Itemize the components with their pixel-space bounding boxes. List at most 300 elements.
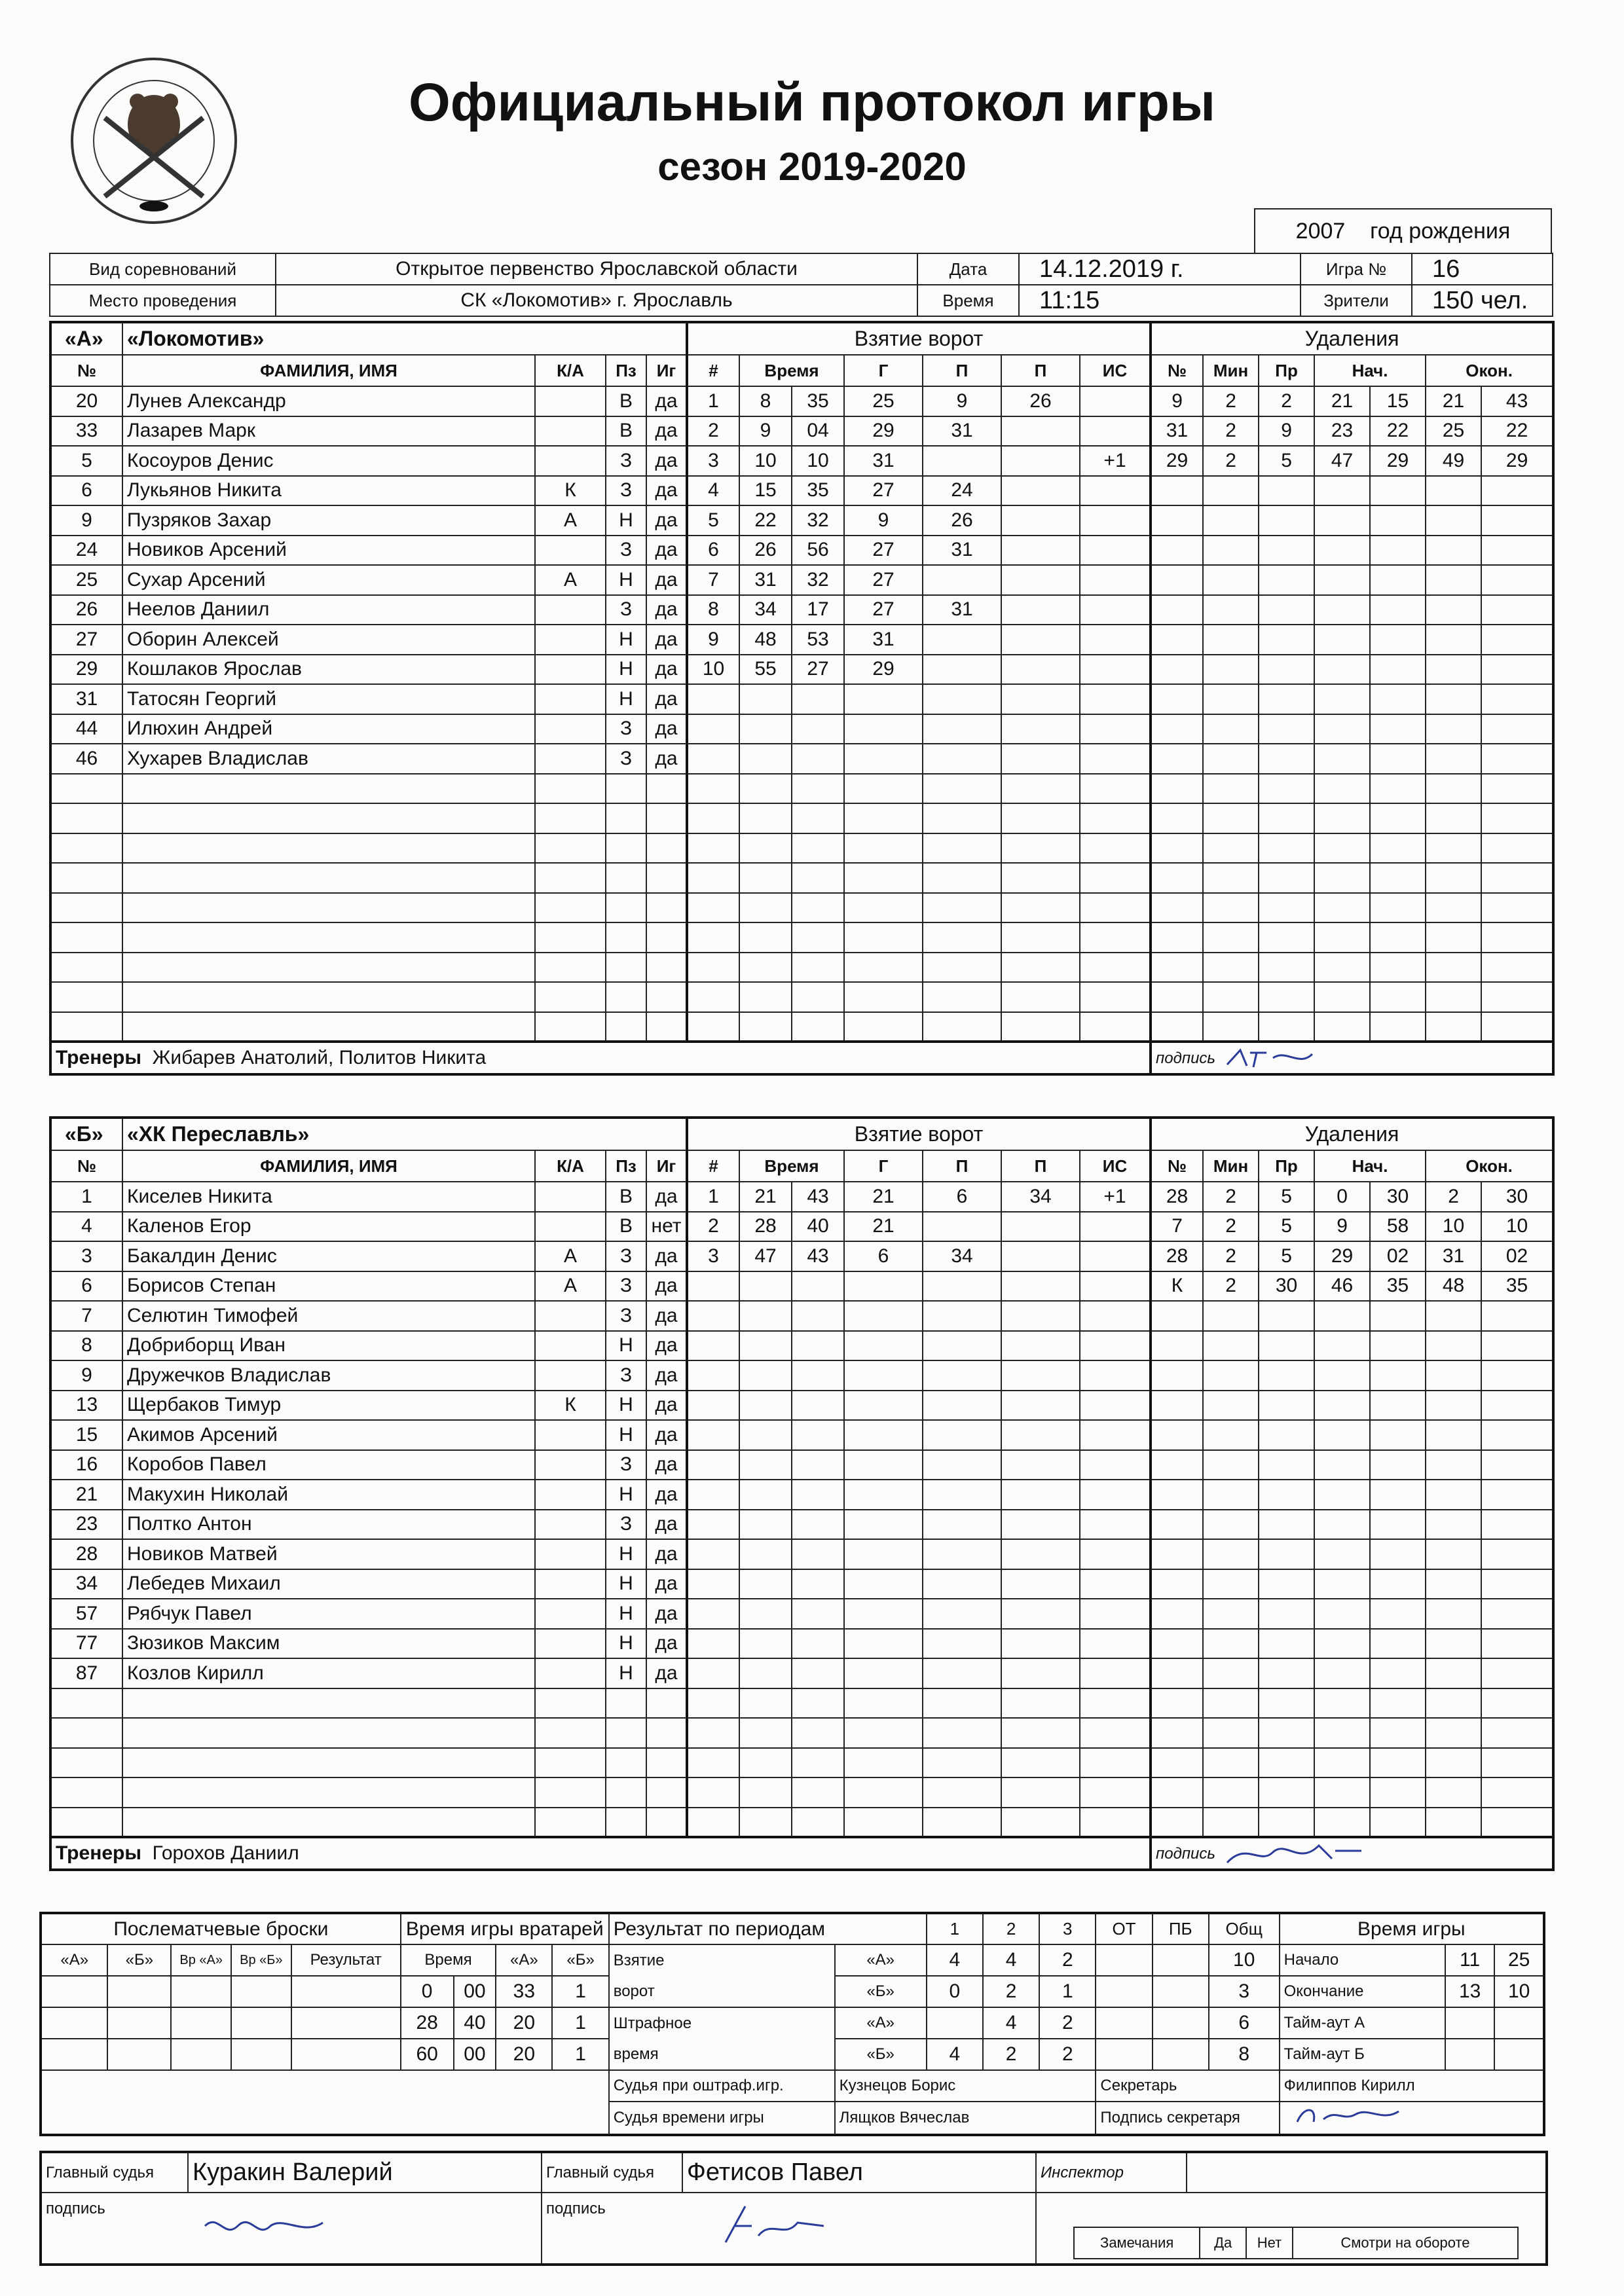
goal-second <box>792 863 844 893</box>
pim-a-p1 <box>927 2007 983 2039</box>
penalty-player <box>1151 1539 1203 1569</box>
col-goal-strength: ИС <box>1080 1150 1151 1182</box>
player-number: 6 <box>50 476 122 506</box>
penalty-reason <box>1259 893 1314 923</box>
penalty-player <box>1151 565 1203 595</box>
player-captain: А <box>535 1271 606 1302</box>
penalty-end-min <box>1426 922 1481 953</box>
player-captain <box>535 803 606 833</box>
chief-judge-1-signature <box>192 2200 362 2252</box>
player-name: Лебедев Михаил <box>122 1569 535 1599</box>
goal-scorer <box>844 922 923 953</box>
goal-strength <box>1080 1510 1151 1540</box>
penalty-player <box>1151 774 1203 804</box>
team-a-row <box>50 982 1553 1012</box>
timeout-b-label: Тайм-аут Б <box>1280 2039 1445 2070</box>
gk-col-time: Время <box>401 1944 496 1976</box>
penalty-end-min: 49 <box>1426 446 1481 476</box>
goal-strength <box>1080 476 1151 506</box>
goal-assist-2 <box>1001 1808 1080 1838</box>
goal-minute <box>739 1271 792 1302</box>
player-position <box>606 1777 646 1808</box>
player-captain <box>535 625 606 655</box>
player-captain <box>535 1569 606 1599</box>
player-name: Полтко Антон <box>122 1510 535 1540</box>
player-played: да <box>646 684 687 714</box>
player-number: 7 <box>50 1301 122 1331</box>
penalty-end-min <box>1426 982 1481 1012</box>
penalty-minutes <box>1203 1718 1259 1748</box>
penalty-minutes: 2 <box>1203 1271 1259 1302</box>
goal-minute: 48 <box>739 625 792 655</box>
goal-strength <box>1080 1629 1151 1659</box>
shootout-label: Послематчевые броски <box>41 1913 401 1944</box>
player-played <box>646 953 687 983</box>
player-name: Косоуров Денис <box>122 446 535 476</box>
goal-second <box>792 922 844 953</box>
goal-strength <box>1080 1777 1151 1808</box>
goal-assist-1: 26 <box>923 505 1001 536</box>
player-played: да <box>646 1301 687 1331</box>
goal-assist-1 <box>923 1599 1001 1629</box>
penalty-end-min <box>1426 1658 1481 1688</box>
player-name <box>122 1012 535 1042</box>
col-num: № <box>50 1150 122 1182</box>
team-b-row <box>50 1599 1553 1629</box>
penalty-start-min <box>1314 1777 1370 1808</box>
goal-strength <box>1080 803 1151 833</box>
goals-a-total: 10 <box>1209 1944 1280 1976</box>
goal-minute: 26 <box>739 536 792 566</box>
player-number: 77 <box>50 1629 122 1659</box>
penalty-start-min <box>1314 1569 1370 1599</box>
player-position: З <box>606 744 646 774</box>
match-info-table <box>49 253 1553 317</box>
penalty-start-sec <box>1370 1450 1426 1480</box>
player-number <box>50 1808 122 1838</box>
player-played <box>646 1688 687 1719</box>
player-captain <box>535 446 606 476</box>
goal-assist-2 <box>1001 1271 1080 1302</box>
player-captain <box>535 1510 606 1540</box>
player-position <box>606 833 646 864</box>
team-b-row <box>50 1688 1553 1719</box>
player-name: Лунев Александр <box>122 386 535 416</box>
penalty-reason: 30 <box>1259 1271 1314 1302</box>
player-number <box>50 982 122 1012</box>
goal-second <box>792 1420 844 1450</box>
goal-strength <box>1080 1599 1151 1629</box>
penalty-start-sec <box>1370 863 1426 893</box>
player-captain <box>535 953 606 983</box>
goal-number <box>687 1688 739 1719</box>
goal-assist-2 <box>1001 863 1080 893</box>
goal-number: 2 <box>687 1212 739 1242</box>
goal-assist-1 <box>923 774 1001 804</box>
goals-label-2: ворот <box>609 1976 835 2007</box>
penalty-start-min <box>1314 863 1370 893</box>
goal-assist-2 <box>1001 833 1080 864</box>
player-number: 87 <box>50 1658 122 1688</box>
goal-number <box>687 863 739 893</box>
goal-second: 17 <box>792 595 844 625</box>
player-position <box>606 863 646 893</box>
player-position: З <box>606 1271 646 1302</box>
penalty-minutes <box>1203 1510 1259 1540</box>
goal-scorer <box>844 774 923 804</box>
penalty-reason <box>1259 1510 1314 1540</box>
penalty-start-sec <box>1370 655 1426 685</box>
penalty-reason: 5 <box>1259 1241 1314 1271</box>
player-name <box>122 922 535 953</box>
penalty-start-sec <box>1370 1420 1426 1450</box>
goal-assist-1 <box>923 893 1001 923</box>
player-name: Селютин Тимофей <box>122 1301 535 1331</box>
goal-assist-1 <box>923 1360 1001 1391</box>
player-name: Оборин Алексей <box>122 625 535 655</box>
goals-b-p1: 0 <box>927 1976 983 2007</box>
penalty-end-sec <box>1481 1718 1553 1748</box>
team-a-row <box>50 595 1553 625</box>
penalty-end-sec <box>1481 565 1553 595</box>
goal-assist-1 <box>923 446 1001 476</box>
penalty-end-sec <box>1481 476 1553 506</box>
player-position: Н <box>606 1420 646 1450</box>
player-number: 57 <box>50 1599 122 1629</box>
goal-assist-2 <box>1001 1012 1080 1042</box>
penalty-minutes <box>1203 863 1259 893</box>
penalty-start-sec: 22 <box>1370 416 1426 446</box>
pim-label-1: Штрафное <box>609 2007 835 2039</box>
penalty-minutes <box>1203 1360 1259 1391</box>
penalty-start-min <box>1314 803 1370 833</box>
penalty-reason <box>1259 505 1314 536</box>
player-number: 34 <box>50 1569 122 1599</box>
penalty-minutes <box>1203 774 1259 804</box>
penalty-reason <box>1259 1360 1314 1391</box>
competition-value: Открытое первенство Ярославской области <box>276 253 917 285</box>
penalty-start-sec <box>1370 684 1426 714</box>
penalty-minutes: 2 <box>1203 1241 1259 1271</box>
penalty-player <box>1151 1012 1203 1042</box>
goal-second: 43 <box>792 1182 844 1212</box>
gk-row1-sec: 00 <box>454 1976 496 2007</box>
goal-assist-2 <box>1001 1688 1080 1719</box>
player-position: В <box>606 1182 646 1212</box>
player-captain <box>535 1658 606 1688</box>
player-number: 29 <box>50 655 122 685</box>
goal-scorer <box>844 1539 923 1569</box>
goal-scorer <box>844 1569 923 1599</box>
penalty-player <box>1151 1777 1203 1808</box>
goal-second <box>792 953 844 983</box>
goal-assist-1 <box>923 1718 1001 1748</box>
penalty-end-min <box>1426 714 1481 744</box>
player-played <box>646 1748 687 1778</box>
goal-strength: +1 <box>1080 1182 1151 1212</box>
penalty-minutes <box>1203 1539 1259 1569</box>
goal-assist-2 <box>1001 476 1080 506</box>
penalty-minutes: 2 <box>1203 416 1259 446</box>
pim-b-tag: «Б» <box>835 2039 927 2070</box>
goal-second <box>792 1301 844 1331</box>
player-played: да <box>646 386 687 416</box>
penalty-start-min: 29 <box>1314 1241 1370 1271</box>
team-a-row <box>50 922 1553 953</box>
goal-number <box>687 982 739 1012</box>
goal-second <box>792 893 844 923</box>
player-number <box>50 774 122 804</box>
goal-assist-1 <box>923 1212 1001 1242</box>
player-position: Н <box>606 1539 646 1569</box>
goal-strength <box>1080 655 1151 685</box>
goal-assist-1 <box>923 953 1001 983</box>
player-played: да <box>646 1420 687 1450</box>
goal-strength <box>1080 1420 1151 1450</box>
birth-year-value: 2007 <box>1295 218 1346 244</box>
team-a-row <box>50 416 1553 446</box>
goal-strength <box>1080 536 1151 566</box>
penalty-start-min <box>1314 1360 1370 1391</box>
penalty-start-sec <box>1370 803 1426 833</box>
goal-scorer: 31 <box>844 446 923 476</box>
player-captain <box>535 982 606 1012</box>
player-name: Татосян Георгий <box>122 684 535 714</box>
penalty-reason <box>1259 1391 1314 1421</box>
player-name: Илюхин Андрей <box>122 714 535 744</box>
goal-scorer: 9 <box>844 505 923 536</box>
goal-strength <box>1080 982 1151 1012</box>
team-a-row <box>50 476 1553 506</box>
goal-strength <box>1080 1658 1151 1688</box>
player-name <box>122 893 535 923</box>
player-name <box>122 953 535 983</box>
goal-strength <box>1080 953 1151 983</box>
time-label: Время <box>917 285 1019 316</box>
goal-second <box>792 1271 844 1302</box>
remarks-no[interactable]: Нет <box>1246 2227 1293 2259</box>
goal-number: 3 <box>687 446 739 476</box>
col-pen-end: Окон. <box>1426 355 1553 386</box>
col-ig: Иг <box>646 1150 687 1182</box>
penalty-player <box>1151 1480 1203 1510</box>
team-a-goals-title: Взятие ворот <box>687 322 1151 355</box>
player-played: да <box>646 416 687 446</box>
penalty-end-min <box>1426 1391 1481 1421</box>
goal-second: 43 <box>792 1241 844 1271</box>
penalty-start-min <box>1314 1480 1370 1510</box>
player-position <box>606 982 646 1012</box>
penalty-end-sec <box>1481 982 1553 1012</box>
goal-number: 5 <box>687 505 739 536</box>
penalty-reason: 9 <box>1259 416 1314 446</box>
team-b-coaches-label: Тренеры <box>56 1842 141 1864</box>
player-number: 4 <box>50 1212 122 1242</box>
penalty-player <box>1151 803 1203 833</box>
goal-second: 56 <box>792 536 844 566</box>
goal-minute: 10 <box>739 446 792 476</box>
col-goal-assist1: П <box>923 355 1001 386</box>
penalty-end-sec <box>1481 774 1553 804</box>
penalty-end-sec <box>1481 953 1553 983</box>
date-value: 14.12.2019 г. <box>1019 253 1301 285</box>
player-number: 28 <box>50 1539 122 1569</box>
penalty-end-sec: 35 <box>1481 1271 1553 1302</box>
player-position <box>606 1012 646 1042</box>
col-goal-scorer: Г <box>844 1150 923 1182</box>
goal-second <box>792 1718 844 1748</box>
shootout-col-a: «А» <box>41 1944 107 1976</box>
penalty-end-min <box>1426 1012 1481 1042</box>
player-played: да <box>646 505 687 536</box>
player-position: З <box>606 446 646 476</box>
pim-a-so <box>1153 2007 1209 2039</box>
goal-scorer <box>844 1331 923 1361</box>
penalty-minutes <box>1203 476 1259 506</box>
spectators-value: 150 чел. <box>1412 285 1553 316</box>
remarks-yes[interactable]: Да <box>1200 2227 1246 2259</box>
goal-scorer: 27 <box>844 536 923 566</box>
goal-assist-2 <box>1001 1777 1080 1808</box>
player-captain <box>535 1212 606 1242</box>
penalty-end-min <box>1426 536 1481 566</box>
penalty-start-min <box>1314 1539 1370 1569</box>
player-captain <box>535 863 606 893</box>
season-title: сезон 2019-2020 <box>657 145 967 189</box>
penalty-end-sec: 29 <box>1481 446 1553 476</box>
penalty-end-sec: 43 <box>1481 386 1553 416</box>
goal-scorer <box>844 1450 923 1480</box>
penalty-player <box>1151 1688 1203 1719</box>
penalty-end-min <box>1426 505 1481 536</box>
goal-assist-1 <box>923 684 1001 714</box>
penalty-player <box>1151 476 1203 506</box>
penalty-end-sec: 22 <box>1481 416 1553 446</box>
goal-minute <box>739 1748 792 1778</box>
goal-assist-1 <box>923 1688 1001 1719</box>
player-captain <box>535 1718 606 1748</box>
player-number <box>50 953 122 983</box>
col-goal-assist2: П <box>1001 355 1080 386</box>
penalty-minutes: 2 <box>1203 1212 1259 1242</box>
goal-minute <box>739 1510 792 1540</box>
timeout-a-label: Тайм-аут А <box>1280 2007 1445 2039</box>
team-a-row <box>50 863 1553 893</box>
goal-minute <box>739 1420 792 1450</box>
penalty-minutes <box>1203 1599 1259 1629</box>
team-b-row <box>50 1808 1553 1838</box>
goal-number <box>687 744 739 774</box>
player-number <box>50 1012 122 1042</box>
player-number: 3 <box>50 1241 122 1271</box>
team-b-tag: «Б» <box>50 1118 122 1150</box>
goal-assist-1 <box>923 922 1001 953</box>
player-number: 16 <box>50 1450 122 1480</box>
player-position: Н <box>606 565 646 595</box>
goal-scorer <box>844 1301 923 1331</box>
goal-assist-1 <box>923 1012 1001 1042</box>
team-b-goals-title: Взятие ворот <box>687 1118 1151 1150</box>
goal-number <box>687 684 739 714</box>
goal-assist-1 <box>923 1510 1001 1540</box>
goal-number: 1 <box>687 1182 739 1212</box>
penalty-start-min: 9 <box>1314 1212 1370 1242</box>
penalty-start-sec <box>1370 1539 1426 1569</box>
col-pen-start: Нач. <box>1314 1150 1426 1182</box>
col-pz: Пз <box>606 355 646 386</box>
penalty-end-min <box>1426 1748 1481 1778</box>
goal-second <box>792 774 844 804</box>
player-position: В <box>606 416 646 446</box>
player-captain: К <box>535 476 606 506</box>
penalty-start-sec <box>1370 922 1426 953</box>
goal-scorer <box>844 1420 923 1450</box>
penalty-minutes <box>1203 982 1259 1012</box>
player-number <box>50 922 122 953</box>
player-position: З <box>606 1360 646 1391</box>
penalty-reason <box>1259 803 1314 833</box>
goal-assist-1: 31 <box>923 536 1001 566</box>
penalty-start-sec: 29 <box>1370 446 1426 476</box>
goal-scorer <box>844 714 923 744</box>
goal-second <box>792 1510 844 1540</box>
player-played <box>646 893 687 923</box>
player-played: да <box>646 1539 687 1569</box>
goal-scorer <box>844 1629 923 1659</box>
pim-b-total: 8 <box>1209 2039 1280 2070</box>
goal-minute: 28 <box>739 1212 792 1242</box>
penalty-reason <box>1259 744 1314 774</box>
goal-minute: 21 <box>739 1182 792 1212</box>
goal-second <box>792 1629 844 1659</box>
col-ka: К/А <box>535 355 606 386</box>
penalty-minutes <box>1203 744 1259 774</box>
goal-strength <box>1080 625 1151 655</box>
goal-scorer <box>844 893 923 923</box>
penalty-end-min <box>1426 684 1481 714</box>
goal-minute <box>739 1539 792 1569</box>
col-name: ФАМИЛИЯ, ИМЯ <box>122 1150 535 1182</box>
penalty-player <box>1151 625 1203 655</box>
penalty-start-min <box>1314 953 1370 983</box>
team-b-table <box>49 1116 1555 1871</box>
player-played: да <box>646 1629 687 1659</box>
penalty-start-sec <box>1370 982 1426 1012</box>
player-number: 25 <box>50 565 122 595</box>
pim-a-total: 6 <box>1209 2007 1280 2039</box>
goal-number: 7 <box>687 565 739 595</box>
player-captain <box>535 893 606 923</box>
col-goal-num: # <box>687 1150 739 1182</box>
goal-number: 8 <box>687 595 739 625</box>
goal-second <box>792 744 844 774</box>
penalty-minutes <box>1203 655 1259 685</box>
penalty-player <box>1151 1510 1203 1540</box>
penalty-start-sec <box>1370 953 1426 983</box>
player-captain <box>535 386 606 416</box>
goal-scorer <box>844 684 923 714</box>
penalty-minutes <box>1203 1569 1259 1599</box>
goal-assist-2 <box>1001 1360 1080 1391</box>
player-played: да <box>646 1599 687 1629</box>
penalty-end-min <box>1426 1808 1481 1838</box>
team-a-row <box>50 953 1553 983</box>
team-b-row <box>50 1510 1553 1540</box>
goal-second: 27 <box>792 655 844 685</box>
goal-second <box>792 1569 844 1599</box>
penalty-end-sec <box>1481 1748 1553 1778</box>
goals-b-p2: 2 <box>983 1976 1039 2007</box>
